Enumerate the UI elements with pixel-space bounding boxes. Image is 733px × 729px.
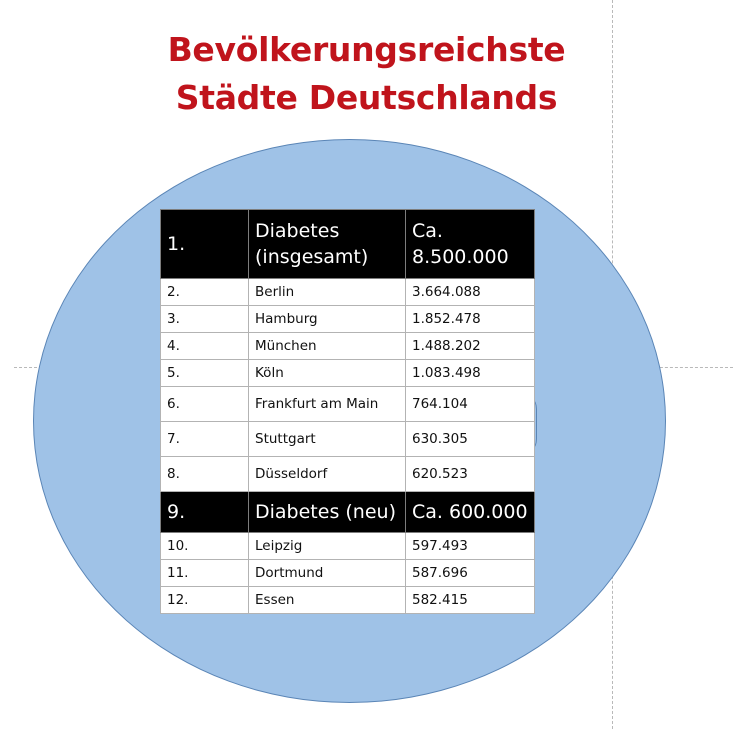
city-cell: Leipzig bbox=[249, 533, 406, 560]
rank-cell: 3. bbox=[161, 306, 249, 333]
rank-cell: 7. bbox=[161, 422, 249, 457]
rank-cell: 8. bbox=[161, 457, 249, 492]
city-cell: Essen bbox=[249, 587, 406, 614]
table-row bbox=[161, 306, 535, 333]
city-cell: München bbox=[249, 333, 406, 360]
rank-cell: 2. bbox=[161, 279, 249, 306]
population-cell: Ca. 600.000 bbox=[406, 492, 535, 533]
population-cell: 1.083.498 bbox=[406, 360, 535, 387]
population-cell: 587.696 bbox=[406, 560, 535, 587]
rank-cell: 5. bbox=[161, 360, 249, 387]
table-row bbox=[161, 587, 535, 614]
population-cell: 597.493 bbox=[406, 533, 535, 560]
table-row bbox=[161, 422, 535, 457]
title-line-1: Bevölkerungsreichste bbox=[167, 30, 566, 69]
table-row-highlight bbox=[161, 210, 535, 279]
table-row bbox=[161, 533, 535, 560]
rank-cell: 1. bbox=[161, 210, 249, 279]
city-cell: Hamburg bbox=[249, 306, 406, 333]
title-line-2: Städte Deutschlands bbox=[175, 78, 558, 117]
city-cell: Berlin bbox=[249, 279, 406, 306]
city-cell: Düsseldorf bbox=[249, 457, 406, 492]
table-row bbox=[161, 360, 535, 387]
rank-cell: 12. bbox=[161, 587, 249, 614]
rank-cell: 4. bbox=[161, 333, 249, 360]
population-cell: 582.415 bbox=[406, 587, 535, 614]
table-row bbox=[161, 457, 535, 492]
population-cell: Ca. 8.500.000 bbox=[406, 210, 535, 279]
rank-cell: 6. bbox=[161, 387, 249, 422]
table-row bbox=[161, 387, 535, 422]
rank-cell: 10. bbox=[161, 533, 249, 560]
city-population-table bbox=[160, 209, 535, 614]
population-cell: 620.523 bbox=[406, 457, 535, 492]
population-cell: 630.305 bbox=[406, 422, 535, 457]
page-title bbox=[0, 26, 733, 122]
table-row bbox=[161, 560, 535, 587]
rank-cell: 9. bbox=[161, 492, 249, 533]
population-cell: 1.488.202 bbox=[406, 333, 535, 360]
city-cell: Frankfurt am Main bbox=[249, 387, 406, 422]
city-cell: Diabetes (insgesamt) bbox=[249, 210, 406, 279]
city-cell: Stuttgart bbox=[249, 422, 406, 457]
population-cell: 3.664.088 bbox=[406, 279, 535, 306]
population-cell: 764.104 bbox=[406, 387, 535, 422]
table-row-highlight bbox=[161, 492, 535, 533]
city-cell: Köln bbox=[249, 360, 406, 387]
city-cell: Dortmund bbox=[249, 560, 406, 587]
city-cell: Diabetes (neu) bbox=[249, 492, 406, 533]
population-cell: 1.852.478 bbox=[406, 306, 535, 333]
table-row bbox=[161, 279, 535, 306]
table-row bbox=[161, 333, 535, 360]
rank-cell: 11. bbox=[161, 560, 249, 587]
